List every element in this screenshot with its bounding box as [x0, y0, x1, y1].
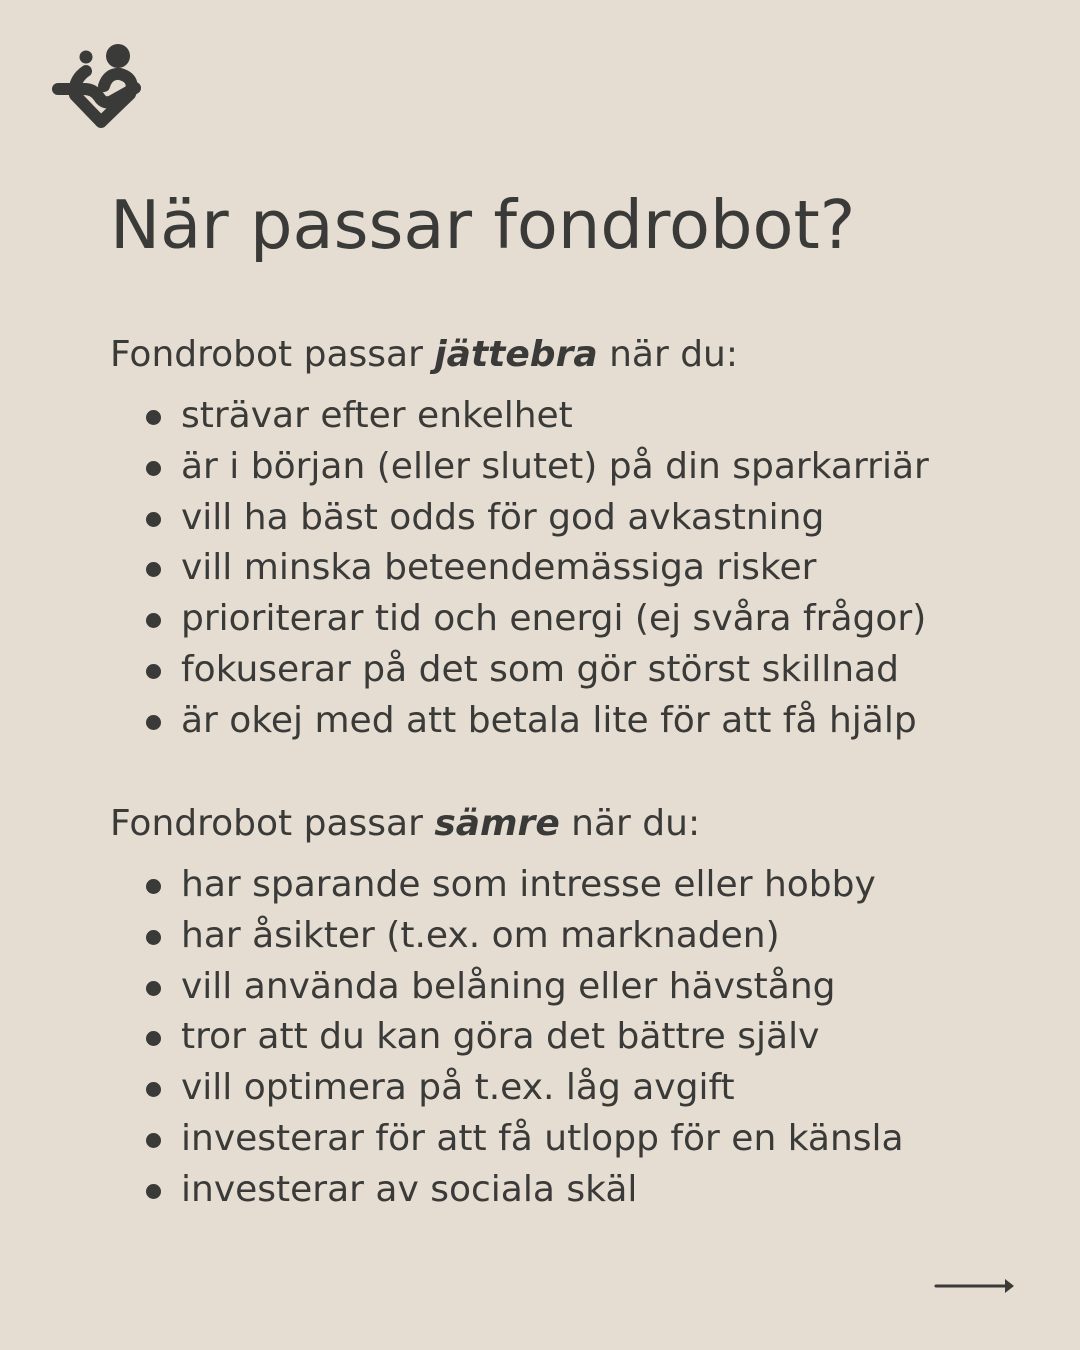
bullet-icon	[146, 562, 161, 577]
bullet-icon	[146, 512, 161, 527]
list-item	[110, 391, 1010, 442]
intro-suffix: när du:	[559, 803, 701, 844]
suits-poorly-section	[110, 798, 1010, 1216]
criteria-list	[110, 860, 1010, 1216]
list-item	[110, 1114, 1010, 1165]
list-item	[110, 442, 1010, 493]
section-intro	[110, 329, 1010, 381]
list-item-text: investerar av sociala skäl	[181, 1168, 638, 1210]
list-item	[110, 962, 1010, 1013]
list-item	[110, 860, 1010, 911]
list-item-text: investerar för att få utlopp för en känsla	[181, 1117, 904, 1159]
bullet-icon	[146, 930, 161, 945]
list-item	[110, 696, 1010, 747]
list-item-text: tror att du kan göra det bättre själv	[181, 1016, 820, 1058]
list-item	[110, 1012, 1010, 1063]
criteria-list	[110, 391, 1010, 747]
list-item-text: strävar efter enkelhet	[181, 395, 573, 436]
intro-suffix: när du:	[597, 334, 738, 375]
list-item-text: fokuserar på det som gör störst skillnad	[181, 648, 899, 690]
bullet-icon	[146, 461, 161, 476]
intro-prefix: Fondrobot passar	[110, 334, 435, 375]
bullet-icon	[146, 1031, 161, 1046]
list-item-text: vill minska beteendemässiga risker	[181, 547, 817, 589]
bullet-icon	[146, 613, 161, 628]
bullet-icon	[146, 664, 161, 679]
bullet-icon	[146, 715, 161, 730]
list-item	[110, 493, 1010, 544]
list-item	[110, 543, 1010, 594]
intro-emphasis: jättebra	[434, 334, 598, 375]
suits-well-section	[110, 329, 1010, 747]
bullet-icon	[146, 1184, 161, 1199]
list-item-text: prioriterar tid och energi (ej svåra frågor)	[181, 598, 927, 640]
list-item-text: har åsikter (t.ex. om marknaden)	[181, 914, 780, 956]
logo-icon	[52, 44, 150, 136]
list-item-text: vill optimera på t.ex. låg avgift	[181, 1067, 735, 1109]
intro-prefix: Fondrobot passar	[110, 803, 435, 844]
bullet-icon	[146, 879, 161, 894]
list-item-text: har sparande som intresse eller hobby	[181, 864, 876, 905]
list-item-text: vill ha bäst odds för god avkastning	[181, 496, 825, 538]
list-item	[110, 1063, 1010, 1114]
list-item-text: vill använda belåning eller hävstång	[181, 965, 836, 1007]
list-item	[110, 645, 1010, 696]
bullet-icon	[146, 1082, 161, 1097]
list-item-text: är okej med att betala lite för att få hjälp	[181, 699, 917, 741]
bullet-icon	[146, 410, 161, 425]
section-intro	[110, 798, 1010, 850]
page-title: När passar fondrobot?	[110, 186, 856, 264]
bullet-icon	[146, 981, 161, 996]
bullet-icon	[146, 1133, 161, 1148]
list-item-text: är i början (eller slutet) på din sparkarriär	[181, 445, 929, 487]
arrow-right-icon[interactable]	[934, 1274, 1018, 1298]
list-item	[110, 594, 1010, 645]
list-item	[110, 1165, 1010, 1216]
intro-emphasis: sämre	[434, 803, 560, 844]
list-item	[110, 911, 1010, 962]
